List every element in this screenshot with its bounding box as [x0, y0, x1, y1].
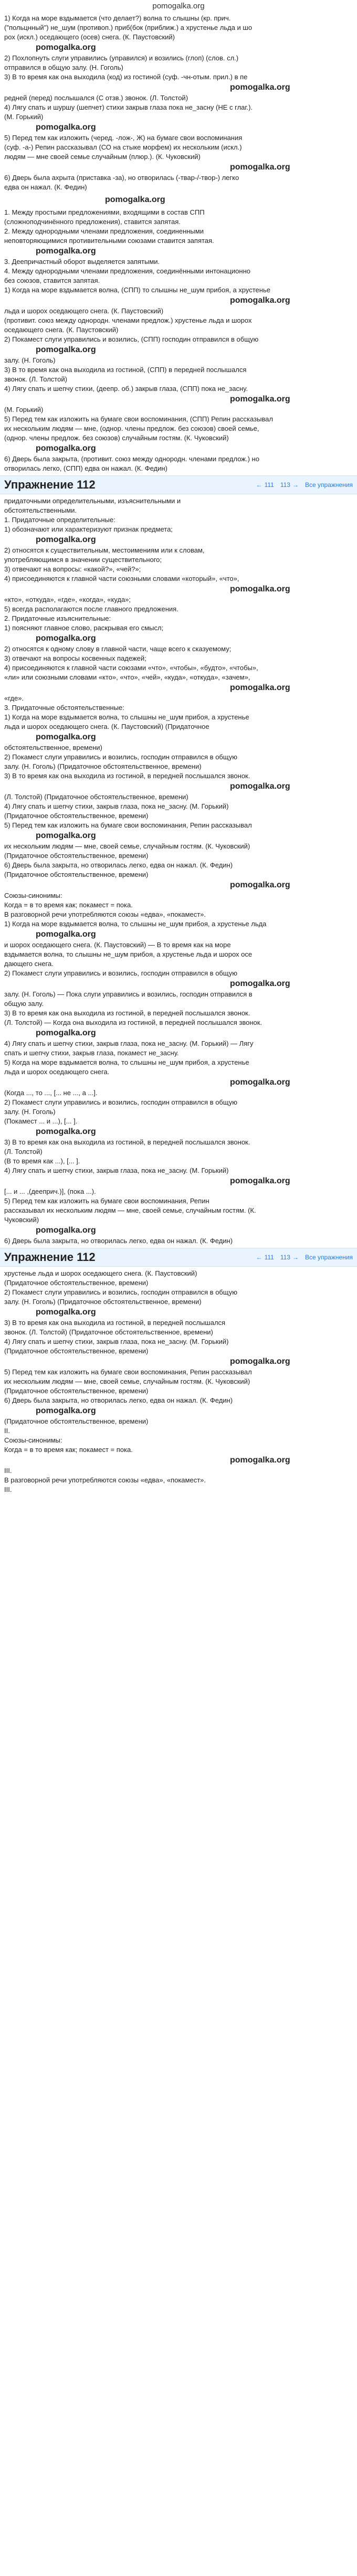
- watermark: pomogalka.org: [230, 1456, 290, 1465]
- text-line: 3. Придаточные обстоятельственные:: [4, 704, 124, 712]
- text-line: 3) В то время как она выходила (код) из гостиной (суф. -чн-отым. прил.) в пе: [4, 73, 248, 81]
- text-line: (М. Горький): [4, 406, 44, 414]
- text-line: 2) относятся к существительным, местоимениям или к словам,: [4, 546, 205, 554]
- watermark: pomogalka.org: [36, 634, 96, 643]
- text-line: 5) Перед тем как изложить (черед. -лож-, Ж) на бумаге свои воспоминания: [4, 134, 243, 142]
- text-line: обстоятельственными.: [4, 506, 77, 514]
- text-line: 3) В то время как она выходила из гостиной, в передней послышался звонок.: [4, 1009, 250, 1017]
- section-b: [0, 206, 357, 475]
- prev-exercise-button-2[interactable]: [256, 1254, 274, 1261]
- site-header: [0, 0, 357, 12]
- text-line: 3) отвечают на вопросы: «какой?», «чей?»;: [4, 565, 141, 573]
- text-line: залу. (Н. Гоголь) (Придаточное обстоятельственное, времени): [4, 762, 202, 770]
- text-line: 2) Покамест слуги управились и возились, господин отправился в общую: [4, 753, 237, 761]
- text-line: отправился в общую залу. (Н. Гоголь): [4, 63, 123, 71]
- text-line: редней (перед) послышался (С отзв.) звонок. (Л. Толстой): [4, 94, 188, 102]
- text-line: 1) обозначают или характеризуют признак предмета;: [4, 525, 173, 533]
- text-line: 1) Когда на море вздымается волна, то слышны не_шум прибоя, а хрустенье льда: [4, 920, 267, 928]
- text-line: 3. Деепричастный оборот выделяется запятыми.: [4, 258, 160, 266]
- watermark: pomogalka.org: [230, 163, 290, 172]
- text-line: 4) Лягу спать и шуршу (шепчет) стихи закрыв глаза пока не_засну (НЕ с глаг.).: [4, 103, 253, 111]
- text-line: залу. (Н. Гоголь): [4, 1108, 56, 1116]
- watermark: pomogalka.org: [230, 1078, 290, 1087]
- text-line: 2) Покамест слуги управились и возились, господин отправился в общую: [4, 969, 237, 977]
- text-line: 6) Дверь была закрыта, но отворилась легко, едва он нажал. (К. Федин): [4, 861, 233, 869]
- text-line: (Л. Толстой) — Когда она выходила из гостиной, в передней послышался звонок.: [4, 1019, 262, 1026]
- text-line: 1. Придаточные определительные:: [4, 516, 116, 524]
- next-exercise-label: 113: [280, 481, 290, 489]
- text-line: (Л. Толстой): [4, 1148, 43, 1156]
- text-line: 6) Дверь была закрыта, но отворилась легко, едва он нажал. (К. Федин): [4, 1396, 233, 1404]
- text-line: дающего снега.: [4, 960, 54, 968]
- watermark: pomogalka.org: [230, 585, 290, 593]
- text-line: (Придаточное обстоятельственное, времени): [4, 1347, 149, 1355]
- text-line: звонок. (Л. Толстой) (Придаточное обстоятельственное, времени): [4, 1328, 213, 1336]
- all-exercises-link-2[interactable]: Все упражнения: [304, 1254, 353, 1261]
- watermark: pomogalka.org: [36, 733, 96, 741]
- text-line: 4) присоединяются к главной части союзными словами «который», «что»,: [4, 575, 239, 582]
- text-line: (Когда ..., то ..., [... не ..., а ...].: [4, 1089, 98, 1097]
- text-line: залу. (Н. Гоголь): [4, 356, 56, 364]
- watermark: pomogalka.org: [230, 395, 290, 404]
- text-line: обстоятельственное, времени): [4, 744, 102, 751]
- next-exercise-button-2[interactable]: [280, 1254, 299, 1261]
- watermark: pomogalka.org: [105, 195, 165, 204]
- text-line: III.: [4, 1486, 12, 1493]
- text-line: льда и шорох оседающего снега. (К. Паустовский) (Придаточное: [4, 723, 209, 730]
- text-line: 4) Лягу спать и шепчу стихи, закрыв глаза, пока не_засну. (М. Горький) — Лягу: [4, 1040, 254, 1047]
- watermark: pomogalka.org: [36, 1308, 96, 1317]
- section-a: [0, 12, 357, 194]
- watermark: pomogalka.org: [230, 296, 290, 305]
- text-line: вздымается волна, то слышны не_шум прибоя, а хрустенье льда и шорох осе: [4, 950, 253, 958]
- text-line: В разговорной речи употребляются союзы «едва», «покамест».: [4, 1476, 206, 1484]
- watermark: pomogalka.org: [36, 247, 96, 256]
- text-line: III.: [4, 1467, 12, 1475]
- text-line: [... и ... ,(дееприч.)], (пока ...).: [4, 1188, 96, 1195]
- text-line: отворилась легко, (СПП) едва он нажал. (К. Федин): [4, 464, 167, 472]
- text-line: (суф. -а-) Репин рассказывал (СО на стыке морфем) их нескольким (искл.): [4, 143, 242, 151]
- chevron-right-icon: →: [292, 481, 299, 489]
- exercise-title: Упражнение 112: [4, 478, 96, 491]
- text-line: 3) В то время как она выходила из гостиной, в передней послышался: [4, 1319, 226, 1327]
- text-line: 2) Покамест слуги управились и возились, (СПП) господин отправился в общую: [4, 335, 259, 343]
- exercise-nav-bar: [0, 475, 357, 494]
- watermark: pomogalka.org: [36, 1406, 96, 1415]
- text-line: 6) Дверь была ахрыта (приставка -за), но отворилась (-твар-/-твор-) легко: [4, 174, 239, 182]
- exercise-nav: [256, 481, 353, 489]
- text-line: (В то время как ...), [... ].: [4, 1157, 80, 1165]
- text-line: людям — мне своей семье случайным (плюр.). (К. Чуковский): [4, 153, 201, 161]
- exercise-title-2: Упражнение 112: [4, 1250, 96, 1264]
- text-line: Союзы-синонимы:: [4, 892, 62, 899]
- text-line: II.: [4, 1427, 10, 1435]
- text-line: «ли» или союзными словами «кто», «что», «чей», «куда», «откуда», «зачем»,: [4, 673, 250, 681]
- text-line: 2) Покамест слуги управились и возились, господин отправился в общую: [4, 1288, 237, 1296]
- text-line: 3) В то время как она выходила из гостиной, в передней послышался звонок.: [4, 1138, 250, 1146]
- watermark: pomogalka.org: [36, 831, 96, 840]
- text-line: 1. Между простыми предложениями, входящими в состав СПП: [4, 208, 205, 216]
- chevron-left-icon: ←: [256, 1254, 262, 1261]
- text-line: рассказывал их нескольким людям — мне, своей семье, случайным гостям. (К.: [4, 1206, 256, 1214]
- text-line: оседающего снега. (К. Паустовский): [4, 326, 119, 334]
- chevron-right-icon: →: [292, 1254, 299, 1261]
- text-line: 2) относятся к одному слову в главной части, чаще всего к сказуемому;: [4, 645, 232, 653]
- chevron-left-icon: ←: [256, 481, 262, 489]
- text-line: (Придаточное обстоятельственное, времени): [4, 1387, 149, 1395]
- text-line: их нескольким людям — мне, своей семье, случайным гостям. (К. Чуковский): [4, 1377, 250, 1385]
- text-line: Когда = в то время как; покамест = пока.: [4, 901, 133, 909]
- text-line: спать и шепчу стихи, закрыв глаза, покамест не_засну.: [4, 1049, 179, 1057]
- text-line: 1) Когда на море вздымается волна, то слышны не_шум прибоя, а хрустенье: [4, 713, 249, 721]
- text-line: ("польцнный") не_шум (противоп.) приб(бок (приближ.) а хрустенье льда и шо: [4, 24, 253, 31]
- text-line: (Придаточное обстоятельственное, времени): [4, 1279, 149, 1287]
- watermark: pomogalka.org: [230, 1176, 290, 1185]
- watermark: pomogalka.org: [230, 683, 290, 692]
- text-line: (Придаточное обстоятельственное, времени): [4, 812, 149, 820]
- text-line: и шорох оседающего снега. (К. Паустовский) — В то время как на море: [4, 941, 231, 949]
- text-line: 6) Дверь была закрыта, (противит. союз между однородн. членами предлож.) но: [4, 455, 259, 463]
- text-line: Союзы-синонимы:: [4, 1436, 62, 1444]
- text-line: 5) Когда на море вздымается волна, то слышны не_шум прибоя, а хрустенье: [4, 1058, 249, 1066]
- text-line: (сложноподчинённого предложения), ставится запятая.: [4, 218, 181, 226]
- watermark: pomogalka.org: [36, 123, 96, 132]
- text-line: В разговорной речи употребляются союзы «едва», «покамест».: [4, 910, 206, 918]
- text-line: едва он нажал. (К. Федин): [4, 183, 87, 191]
- text-line: без союзов, ставится запятая.: [4, 277, 100, 284]
- text-line: Чуковский): [4, 1216, 39, 1224]
- text-line: звонок. (Л. Толстой): [4, 375, 67, 383]
- text-line: рох (искл.) оседающего (осев) снега. (К. Паустовский): [4, 33, 175, 41]
- watermark: pomogalka.org: [230, 782, 290, 791]
- text-line: 1) Когда на море вздымается волна, (СПП) то слышны не_шум прибоя, а хрустенье: [4, 286, 270, 294]
- text-line: 2) Похлопнуть слуги управились (управился) и возились (глоп) (слов. сл.): [4, 54, 239, 62]
- text-line: их нескольким людям — мне, своей семье, случайным гостям. (К. Чуковский): [4, 842, 250, 850]
- text-line: 5) Перед тем как изложить на бумаге свои воспоминания, (СПП) Репин рассказывал: [4, 415, 273, 423]
- text-line: 4) Лягу спать и шепчу стихи, закрыв глаза, пока не_засну. (М. Горький): [4, 1338, 229, 1345]
- text-line: 6) Дверь была закрыта, но отворилась легко, едва он нажал. (К. Федин): [4, 1237, 233, 1245]
- text-line: 1) Когда на море вздымается (что делает?) волна то слышны (кр. прич.: [4, 14, 231, 22]
- text-line: 4) Лягу спать и шепчу стихи, (деепр. об.) закрыв глаза, (СПП) пока не_засну.: [4, 385, 248, 393]
- text-line: 3) В то время как она выходила из гостиной, в передней послышался звонок.: [4, 772, 250, 780]
- next-exercise-button[interactable]: [280, 481, 299, 489]
- text-line: залу. (Н. Гоголь) — Пока слуги управились и возились, господин отправился в: [4, 990, 253, 998]
- text-line: 5) всегда располагаются после главного предложения.: [4, 605, 178, 613]
- next-exercise-label-2: 113: [280, 1254, 290, 1261]
- text-line: 5) Перед тем как изложить на бумаге свои воспоминания, Репин рассказывал: [4, 1368, 252, 1376]
- section-c: [0, 494, 357, 1248]
- text-line: (М. Горький): [4, 113, 44, 121]
- text-line: Когда = в то время как; покамест = пока.: [4, 1446, 133, 1454]
- text-line: (Покамест ... и ...), [... ].: [4, 1117, 78, 1125]
- watermark: pomogalka.org: [36, 1226, 96, 1235]
- text-line: придаточными определительными, изъяснительными и: [4, 497, 181, 505]
- text-line: 4) Лягу спать и шепчу стихи, закрыв глаза, пока не_засну. (М. Горький): [4, 802, 229, 810]
- prev-exercise-label: 111: [264, 481, 274, 489]
- exercise-nav-2: [256, 1254, 353, 1261]
- text-line: 2) Покамест слуги управились и возились, господин отправился в общую: [4, 1098, 237, 1106]
- text-line: залу. (Н. Гоголь) (Придаточное обстоятельственное, времени): [4, 1298, 202, 1306]
- watermark: pomogalka.org: [36, 444, 96, 453]
- exercise-nav-bar-2: [0, 1248, 357, 1267]
- text-line: (противит. союз между однородн. членами предлож.) хрустенье льда и шорох: [4, 316, 252, 324]
- watermark: pomogalka.org: [36, 1029, 96, 1037]
- text-line: льда и шорох оседающего снега.: [4, 1068, 110, 1076]
- text-line: 3) отвечают на вопросы косвенных падежей;: [4, 654, 146, 662]
- prev-exercise-label-2: 111: [264, 1254, 274, 1261]
- section-d: [0, 1267, 357, 1497]
- text-line: 4. Между однородными членами предложения, соединёнными интонационно: [4, 267, 250, 275]
- watermark: pomogalka.org: [230, 881, 290, 889]
- text-line: их нескольким людям — мне, (однор. члены предлож. без союзов) своей семье,: [4, 425, 259, 432]
- text-line: 2. Между однородными членами предложения, соединенными: [4, 227, 204, 235]
- text-line: 2. Придаточные изъяснительные:: [4, 614, 111, 622]
- watermark: pomogalka.org: [36, 1127, 96, 1136]
- text-line: 4) присоединяются к главной части союзами «что», «чтобы», «будто», «чтобы»,: [4, 664, 258, 672]
- text-line: «где».: [4, 694, 24, 702]
- site-logo[interactable]: pomogalka.org: [152, 1, 205, 10]
- text-line: льда и шорох оседающего снега. (К. Паустовский): [4, 307, 164, 315]
- text-line: «кто», «откуда», «где», «когда», «куда»;: [4, 596, 131, 603]
- text-line: употребляющимся в значении существительного;: [4, 556, 162, 564]
- watermark: pomogalka.org: [36, 930, 96, 939]
- watermark: pomogalka.org: [36, 43, 96, 52]
- watermark: pomogalka.org: [36, 345, 96, 354]
- text-line: 4) Лягу спать и шепчу стихи, закрыв глаза, пока не_засну. (М. Горький): [4, 1167, 229, 1174]
- text-line: 5) Перед тем как изложить на бумаге свои воспоминания, Репин рассказывал: [4, 821, 252, 829]
- watermark: pomogalka.org: [230, 83, 290, 92]
- text-line: (Л. Толстой) (Придаточное обстоятельственное, времени): [4, 793, 188, 801]
- all-exercises-link[interactable]: Все упражнения: [304, 481, 353, 489]
- watermark: pomogalka.org: [36, 535, 96, 544]
- text-line: (Придаточное обстоятельственное, времени): [4, 852, 149, 860]
- text-line: 1) поясняют главное слово, раскрывая его смысл;: [4, 624, 164, 632]
- text-line: 3) В то время как она выходила из гостиной, (СПП) в передней послышался: [4, 366, 247, 374]
- text-line: 5) Перед тем как изложить на бумаге свои воспоминания, Репин: [4, 1197, 209, 1205]
- watermark: pomogalka.org: [230, 979, 290, 988]
- text-line: хрустенье льда и шорох оседающего снега. (К. Паустовский): [4, 1269, 197, 1277]
- text-line: общую залу.: [4, 1000, 44, 1008]
- text-line: (Придаточное обстоятельственное, времени): [4, 871, 149, 878]
- watermark: pomogalka.org: [230, 1357, 290, 1366]
- text-line: неповторяющимися противительными союзами ставится запятая.: [4, 237, 214, 245]
- text-line: (однор. члены предлож. без союзов) случайным гостям. (К. Чуковский): [4, 434, 229, 442]
- text-line: (Придаточное обстоятельственное, времени): [4, 1417, 149, 1425]
- prev-exercise-button[interactable]: [256, 481, 274, 489]
